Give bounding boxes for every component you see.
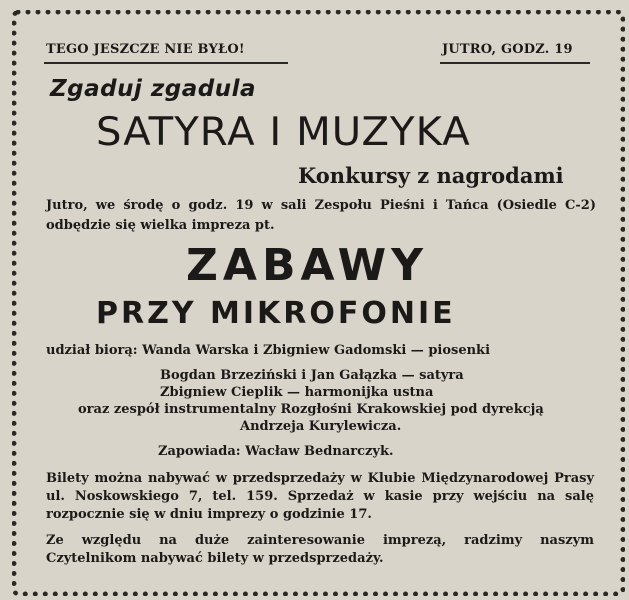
performers-line-5: Andrzeja Kurylewicza. xyxy=(240,419,402,434)
performers-line-1: udział biorą: Wanda Warska i Zbigniew Gadomski — piosenki xyxy=(46,343,491,358)
header-right-rule xyxy=(440,62,590,64)
header-left-rule xyxy=(44,62,288,64)
title-main: SATYRA I MUZYKA xyxy=(96,110,471,155)
header-left-text: TEGO JESZCZE NIE BYŁO! xyxy=(46,42,245,57)
title-sub: Konkursy z nagrodami xyxy=(298,163,564,188)
title-kicker: Zgaduj zgadula xyxy=(50,76,257,102)
event-title-line1: ZABAWY xyxy=(186,240,428,291)
performers-line-2: Bogdan Brzeziński i Jan Gałązka — satyra xyxy=(160,368,464,383)
performers-line-3: Zbigniew Cieplik — harmonijka ustna xyxy=(160,385,434,400)
closing-paragraph: Ze względu na duże zainteresowanie imprezą, radzimy naszym Czytelnikom nabywać bilety w przedsprzedaży. xyxy=(46,533,594,566)
event-title-line2: PRZY MIKROFONIE xyxy=(96,296,456,331)
header-right-text: JUTRO, GODZ. 19 xyxy=(442,42,573,57)
tickets-paragraph: Bilety można nabywać w przedsprzedaży w Klubie Międzynarodowej Prasy ul. Noskowskiego 7, tel. 159. Sprzedaż w kasie przy wejściu na salę rozpocznie się w dniu imprezy o godzinie 17. xyxy=(46,471,594,522)
performers-line-4: oraz zespół instrumentalny Rozgłośni Krakowskiej pod dyrekcją xyxy=(78,402,544,417)
intro-paragraph: Jutro, we środę o godz. 19 w sali Zespołu Pieśni i Tańca (Osiedle C-2) odbędzie się wielka impreza pt. xyxy=(46,198,596,233)
host-line: Zapowiada: Wacław Bednarczyk. xyxy=(158,444,394,459)
